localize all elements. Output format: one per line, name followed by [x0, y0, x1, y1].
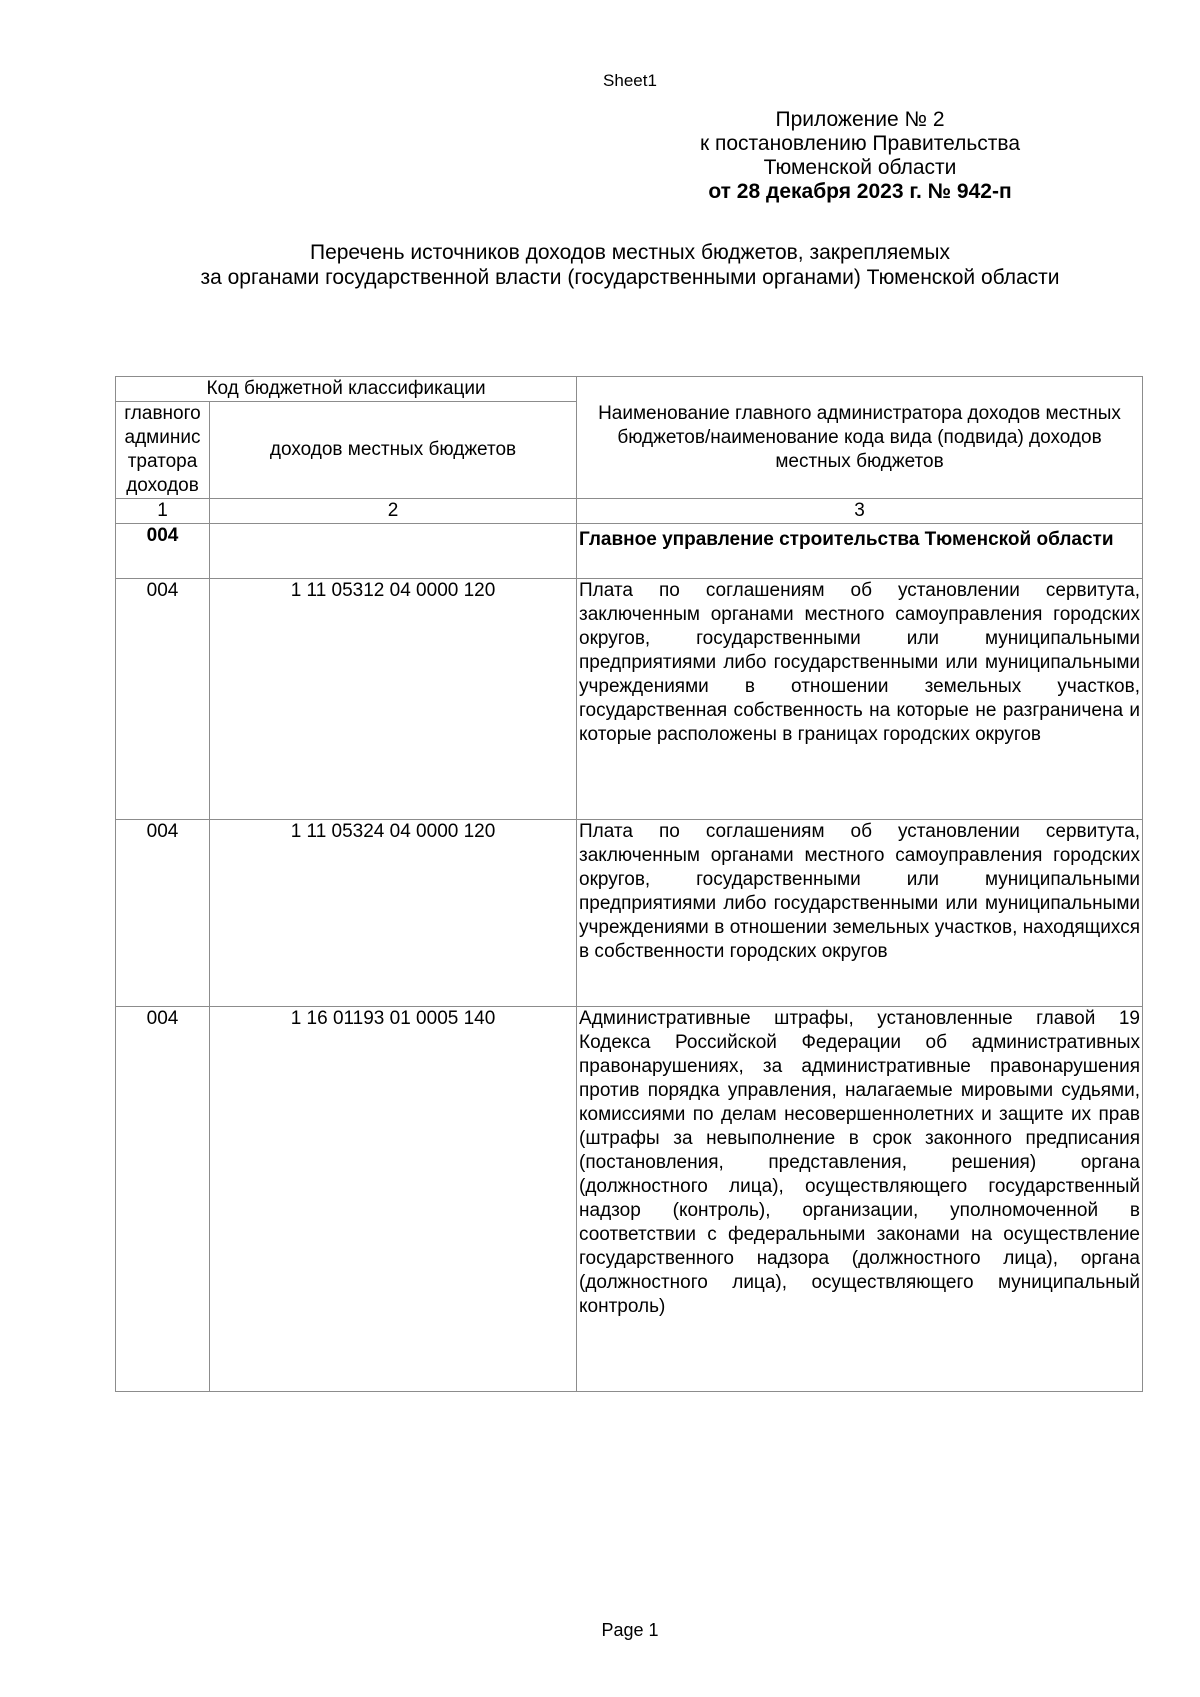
appendix-block [600, 108, 1120, 204]
budget-classification-table [115, 376, 1143, 1392]
page-number: Page 1 [601, 1620, 659, 1640]
table-column-number-row [116, 499, 1143, 524]
header-chief-administrator: главного админис тратора доходов [116, 402, 210, 499]
document-title [120, 240, 1140, 290]
column-number-3: 3 [577, 499, 1143, 524]
row-revenue-name: Административные штрафы, установленные главой 19 Кодекса Российской Федерации об административных правонарушениях, за административные правонарушения против порядка управления, налагаемые мировыми судьями, комиссиями по делам несовершеннолетних и защите их прав (штрафы за невыполнение в срок законного предписания (постановления, представления, решения) органа (должностного лица), осуществляющего государственный надзор (контроль), организации, уполномоченной в соответствии с федеральными законами на осуществление государственного надзора (должностного лица), органа (должностного лица), осуществляющего муниципальный контроль) [577, 1007, 1143, 1392]
header-administrator-name: Наименование главного администратора доходов местных бюджетов/наименование кода вида (подвида) доходов местных бюджетов [577, 377, 1143, 499]
row-budget-code: 1 11 05312 04 0000 120 [210, 579, 577, 820]
row-admin-code: 004 [116, 524, 210, 579]
table-row [116, 524, 1143, 579]
header-local-budget-revenue: доходов местных бюджетов [210, 402, 577, 499]
document-title-line-2: за органами государственной власти (государственными органами) Тюменской области [200, 266, 1060, 289]
header-budget-classification-code: Код бюджетной классификации [116, 377, 577, 402]
row-budget-code: 1 16 01193 01 0005 140 [210, 1007, 577, 1392]
appendix-number: Приложение № 2 [775, 108, 945, 131]
appendix-region: Тюменской области [763, 156, 957, 179]
row-revenue-name: Плата по соглашениям об установлении сервитута, заключенным органами местного самоуправления городских округов, государственными или муниципальными предприятиями либо государственными или муниципальными учреждениями в отношении земельных участков, государственная собственность на которые не разграничена и которые расположены в границах городских округов [577, 579, 1143, 820]
row-revenue-name: Плата по соглашениям об установлении сервитута, заключенным органами местного самоуправления городских округов, государственными или муниципальными предприятиями либо государственными или муниципальными учреждениями в отношении земельных участков, находящихся в собственности городских округов [577, 820, 1143, 1007]
table-header-row-1 [116, 377, 1143, 402]
sheet-label: Sheet1 [603, 71, 657, 90]
column-number-1: 1 [116, 499, 210, 524]
row-admin-code: 004 [116, 1007, 210, 1392]
row-admin-code: 004 [116, 820, 210, 1007]
row-revenue-name: Главное управление строительства Тюменской области [577, 524, 1143, 579]
row-budget-code [210, 524, 577, 579]
row-admin-code: 004 [116, 579, 210, 820]
appendix-resolution: к постановлению Правительства [699, 132, 1021, 155]
table-row [116, 1007, 1143, 1392]
document-title-line-1: Перечень источников доходов местных бюджетов, закрепляемых [309, 241, 951, 264]
appendix-date: от 28 декабря 2023 г. № 942-п [708, 180, 1012, 203]
column-number-2: 2 [210, 499, 577, 524]
table-row [116, 579, 1143, 820]
table-row [116, 820, 1143, 1007]
row-budget-code: 1 11 05324 04 0000 120 [210, 820, 577, 1007]
